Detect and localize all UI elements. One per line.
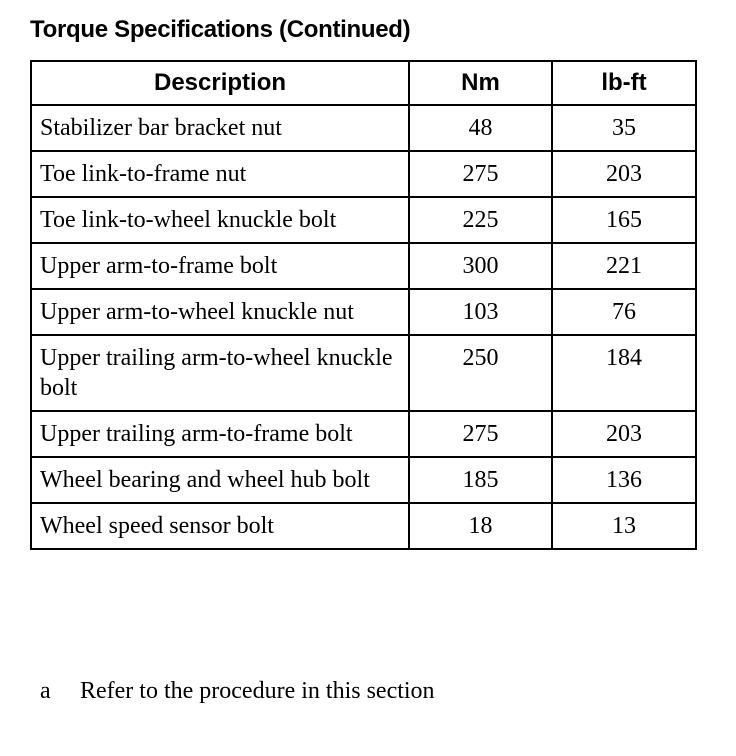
row-description: Stabilizer bar bracket nut — [31, 105, 409, 151]
row-lbft-value: 221 — [552, 243, 696, 289]
table-row — [31, 151, 696, 197]
row-lbft-value: 203 — [552, 411, 696, 457]
column-header-nm: Nm — [409, 61, 552, 105]
row-nm-value: 48 — [409, 105, 552, 151]
row-description: Upper trailing arm-to-frame bolt — [31, 411, 409, 457]
row-nm-value: 275 — [409, 411, 552, 457]
column-header-lbft: lb-ft — [552, 61, 696, 105]
row-description: Wheel speed sensor bolt — [31, 503, 409, 549]
torque-spec-table — [30, 60, 697, 550]
row-lbft-value: 76 — [552, 289, 696, 335]
table-row — [31, 335, 696, 411]
table-header-row — [31, 61, 696, 105]
table-row — [31, 457, 696, 503]
table-row — [31, 411, 696, 457]
row-nm-value: 250 — [409, 335, 552, 411]
row-nm-value: 103 — [409, 289, 552, 335]
row-lbft-value: 35 — [552, 105, 696, 151]
row-lbft-value: 203 — [552, 151, 696, 197]
table-row — [31, 289, 696, 335]
row-description: Toe link-to-wheel knuckle bolt — [31, 197, 409, 243]
row-nm-value: 18 — [409, 503, 552, 549]
table-row — [31, 243, 696, 289]
row-description: Upper trailing arm-to-wheel knuckle bolt — [31, 335, 409, 411]
row-nm-value: 225 — [409, 197, 552, 243]
row-nm-value: 275 — [409, 151, 552, 197]
row-description: Upper arm-to-wheel knuckle nut — [31, 289, 409, 335]
table-row — [31, 503, 696, 549]
row-lbft-value: 184 — [552, 335, 696, 411]
row-nm-value: 185 — [409, 457, 552, 503]
row-lbft-value: 165 — [552, 197, 696, 243]
row-nm-value: 300 — [409, 243, 552, 289]
row-description: Toe link-to-frame nut — [31, 151, 409, 197]
row-description: Wheel bearing and wheel hub bolt — [31, 457, 409, 503]
column-header-description: Description — [31, 61, 409, 105]
footnote-text: Refer to the procedure in this section — [80, 678, 435, 704]
row-lbft-value: 13 — [552, 503, 696, 549]
row-lbft-value: 136 — [552, 457, 696, 503]
page-title: Torque Specifications (Continued) — [30, 16, 411, 43]
table-row — [31, 197, 696, 243]
row-description: Upper arm-to-frame bolt — [31, 243, 409, 289]
table-row — [31, 105, 696, 151]
footnote — [40, 676, 435, 706]
footnote-marker: a — [40, 678, 51, 704]
